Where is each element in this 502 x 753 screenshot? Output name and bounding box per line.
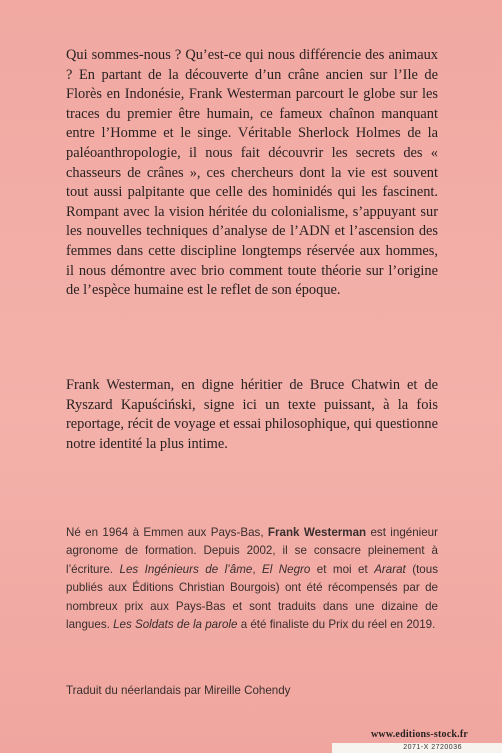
bio-after-books: (tous publiés aux Éditions Christian Bourgois) ont été récompensés par de nombreux prix aux Pays-Bas et sont traduits dans une dizaine de langues.	[66, 562, 438, 632]
bio-sep-1: ,	[252, 562, 262, 576]
author-bio-text	[66, 524, 438, 634]
blurb-paragraph-1	[66, 46, 438, 301]
book-title-4: Les Soldats de la parole	[113, 618, 238, 632]
publisher-website: www.editions-stock.fr	[371, 729, 468, 740]
blurb-text-2: Frank Westerman, en digne héritier de Bruce Chatwin et de Ryszard Kapuściński, signe ici un texte puissant, à la fois reportage, récit de voyage et essai philosophique, qui questionne notre identité la plus intime.	[66, 377, 438, 452]
book-title-2: El Negro	[262, 562, 311, 576]
book-title-3: Ararat	[374, 562, 406, 576]
bio-intro: Né en 1964 à Emmen aux Pays-Bas,	[66, 526, 268, 539]
translator-credit: Traduit du néerlandais par Mireille Cohendy	[66, 684, 291, 697]
blurb-paragraph-2	[66, 376, 438, 454]
author-name: Frank Westerman	[267, 526, 367, 539]
bio-sep-2: et moi et	[310, 562, 375, 576]
author-bio	[66, 524, 438, 634]
blurb-text-1: Qui sommes-nous ? Qu’est-ce qui nous différencie des animaux ? En partant de la découverte d’un crâne ancien sur l’Ile de Florès en Indonésie, Frank Westerman parcourt le globe sur les traces du premier être humain, ce fameux chaînon manquant entre l’Homme et le singe. Véritable Sherlock Holmes de la paléoanthropologie, il nous fait découvrir les secrets des « chasseurs de crânes », ces chercheurs dont la vie est souvent tout aussi palpitante que celle des hominidés qui les fascinent. Rompant avec la vision héritée du colonialisme, s’appuyant sur les nouvelles techniques d’analyse de l’ADN et l’ascension des femmes dans cette discipline longtemps réservée aux hommes, il nous démontre avec brio comment toute théorie sur l’origine de l’espèce humaine est le reflet de son époque.	[66, 47, 438, 299]
bio-after-name: est ingénieur agronome de formation. Depuis 2002, il se consacre pleinement à l’écriture.	[66, 526, 438, 576]
isbn-fragment: 2071-X 2720036	[403, 744, 462, 751]
book-title-1: Les Ingénieurs de l’âme	[119, 562, 253, 576]
bio-ending: a été finaliste du Prix du réel en 2019.	[237, 618, 436, 632]
